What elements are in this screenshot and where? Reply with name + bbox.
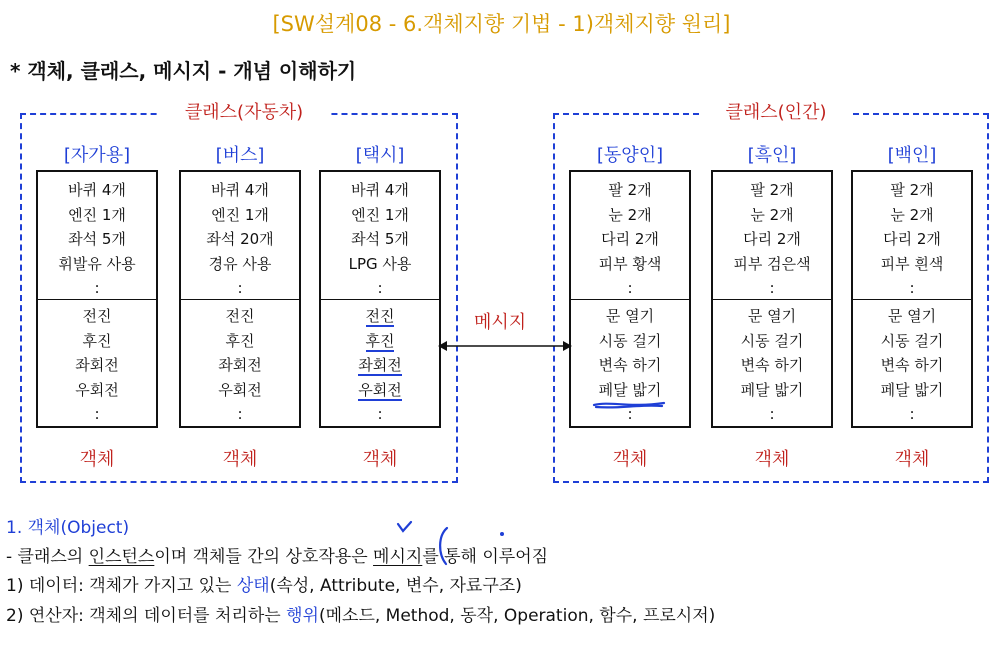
- attribute-line: LPG 사용: [348, 254, 412, 273]
- arrow-head-left: [438, 341, 447, 351]
- attribute-line: 엔진 1개: [351, 205, 409, 224]
- object-label-white: 객체: [894, 449, 930, 470]
- attribute-line: 휘발유 사용: [58, 254, 136, 273]
- attribute-line: :: [627, 279, 633, 297]
- operation-text: 좌회전: [358, 356, 402, 374]
- operation-line: 시동 걸기: [740, 331, 804, 350]
- operation-line: 시동 걸기: [880, 331, 944, 350]
- attribute-line: 바퀴 4개: [68, 181, 126, 199]
- note-keyword-message: 메시지: [373, 547, 423, 567]
- message-arrow: [438, 338, 572, 354]
- attributes-section: [713, 172, 831, 300]
- object-label-asian: 객체: [612, 449, 648, 470]
- operation-line: :: [769, 405, 775, 423]
- attribute-line: :: [909, 279, 915, 297]
- attribute-line: 다리 2개: [743, 230, 801, 248]
- attribute-line: 좌석 5개: [68, 230, 126, 248]
- message-label: 메시지: [474, 312, 527, 333]
- attribute-line: 엔진 1개: [211, 205, 269, 224]
- object-box-black: [711, 170, 833, 428]
- note-keyword-instance: 인스턴스: [88, 547, 155, 567]
- object-box-asian: [569, 170, 691, 428]
- attribute-line: 눈 2개: [890, 205, 934, 224]
- operation-line: [321, 329, 439, 354]
- attribute-line: 피부 검은색: [733, 254, 811, 273]
- operation-text: 후진: [365, 331, 395, 350]
- operation-line: 페달 밟기: [880, 380, 944, 399]
- note-line-3: [6, 571, 522, 596]
- operation-line: [321, 304, 439, 329]
- attribute-line: 좌석 5개: [351, 230, 409, 248]
- attributes-section: [181, 172, 299, 300]
- operation-line: 시동 걸기: [598, 331, 662, 350]
- operation-line: [321, 353, 439, 378]
- operation-text: 전진: [365, 307, 395, 325]
- attribute-line: 눈 2개: [608, 205, 652, 224]
- operation-line: :: [237, 405, 243, 423]
- attribute-line: 팔 2개: [890, 181, 934, 199]
- operation-line: :: [94, 405, 100, 423]
- car-class-title: 클래스(자동차): [158, 98, 330, 124]
- operation-line: 페달 밟기: [740, 380, 804, 399]
- attributes-section: [38, 172, 156, 300]
- class-label-bus: [버스]: [215, 145, 265, 166]
- operation-line: 문 열기: [747, 307, 797, 325]
- class-label-black: [흑인]: [747, 145, 797, 166]
- operation-line: 우회전: [218, 380, 262, 399]
- operation-line: 좌회전: [75, 356, 119, 374]
- attributes-section: [571, 172, 689, 300]
- note-text: 1) 데이터: 객체가 가지고 있는: [6, 576, 237, 596]
- page-title: [SW설계08 - 6.객체지향 기법 - 1)객체지향 원리]: [272, 12, 731, 36]
- attribute-line: 다리 2개: [883, 230, 941, 248]
- object-box-car: [36, 170, 158, 428]
- note-text: (속성, Attribute, 변수, 자료구조): [269, 576, 522, 596]
- class-label-taxi: [택시]: [355, 145, 405, 166]
- object-label-taxi: 객체: [362, 449, 398, 470]
- attribute-line: 좌석 20개: [206, 230, 274, 248]
- operation-line: 페달 밟기: [598, 380, 662, 399]
- operations-section: [321, 300, 439, 427]
- arrow-head-right: [563, 341, 572, 351]
- attribute-line: :: [377, 279, 383, 297]
- class-label-asian: [동양인]: [596, 145, 664, 166]
- object-box-taxi: [319, 170, 441, 428]
- human-class-title: 클래스(인간): [700, 98, 852, 124]
- attributes-section: [853, 172, 971, 300]
- attribute-line: 바퀴 4개: [211, 181, 269, 199]
- operation-line: 우회전: [75, 380, 119, 399]
- note-line-4: [6, 601, 715, 626]
- operation-line: 변속 하기: [598, 356, 662, 374]
- attribute-line: 경유 사용: [208, 254, 272, 273]
- object-label-black: 객체: [754, 449, 790, 470]
- attribute-line: :: [769, 279, 775, 297]
- operations-section: [713, 300, 831, 427]
- attribute-line: 피부 흰색: [880, 254, 944, 273]
- note-text: 이며 객체들 간의 상호작용은: [154, 547, 374, 567]
- operations-section: [38, 300, 156, 427]
- operation-line: 전진: [82, 307, 112, 325]
- operation-line: 문 열기: [605, 307, 655, 325]
- attribute-line: 피부 황색: [598, 254, 662, 273]
- operation-line: :: [627, 405, 633, 423]
- operation-line: 전진: [225, 307, 255, 325]
- attribute-line: 다리 2개: [601, 230, 659, 248]
- operations-section: [181, 300, 299, 427]
- object-label-bus: 객체: [222, 449, 258, 470]
- class-label-car: [자가용]: [63, 145, 131, 166]
- operation-line: 문 열기: [887, 307, 937, 325]
- checkmark-icon: [396, 520, 414, 534]
- object-label-car: 객체: [79, 449, 115, 470]
- operation-line: 좌회전: [218, 356, 262, 374]
- operations-section: [853, 300, 971, 427]
- note-text: 를 통해 이루어짐: [422, 547, 549, 567]
- section-heading: * 객체, 클래스, 메시지 - 개념 이해하기: [10, 59, 357, 83]
- object-box-bus: [179, 170, 301, 428]
- attribute-line: 눈 2개: [750, 205, 794, 224]
- note-line-2: [6, 542, 548, 567]
- note-text: - 클래스의: [6, 547, 89, 567]
- attribute-line: :: [94, 279, 100, 297]
- operation-line: 변속 하기: [880, 356, 944, 374]
- operation-line: [321, 378, 439, 403]
- note-keyword-behavior: 행위: [286, 606, 319, 626]
- attribute-line: 팔 2개: [608, 181, 652, 199]
- attribute-line: 엔진 1개: [68, 205, 126, 224]
- operation-line: :: [909, 405, 915, 423]
- operation-line: 후진: [225, 331, 255, 350]
- note-text: 2) 연산자: 객체의 데이터를 처리하는: [6, 606, 287, 626]
- scribble-underline-icon: [590, 398, 670, 412]
- operation-line: :: [377, 405, 383, 423]
- note-text: (메소드, Method, 동작, Operation, 함수, 프로시저): [318, 606, 716, 626]
- operation-line: 후진: [82, 331, 112, 350]
- object-box-white: [851, 170, 973, 428]
- dot-mark-icon: [498, 530, 506, 538]
- attribute-line: :: [237, 279, 243, 297]
- note-keyword-state: 상태: [236, 576, 270, 596]
- operation-line: 변속 하기: [740, 356, 804, 374]
- attributes-section: [321, 172, 439, 300]
- operation-text: 우회전: [358, 380, 402, 399]
- note-item-1: 1. 객체(Object): [6, 518, 130, 538]
- attribute-line: 바퀴 4개: [351, 181, 409, 199]
- attribute-line: 팔 2개: [750, 181, 794, 199]
- class-label-white: [백인]: [887, 145, 937, 166]
